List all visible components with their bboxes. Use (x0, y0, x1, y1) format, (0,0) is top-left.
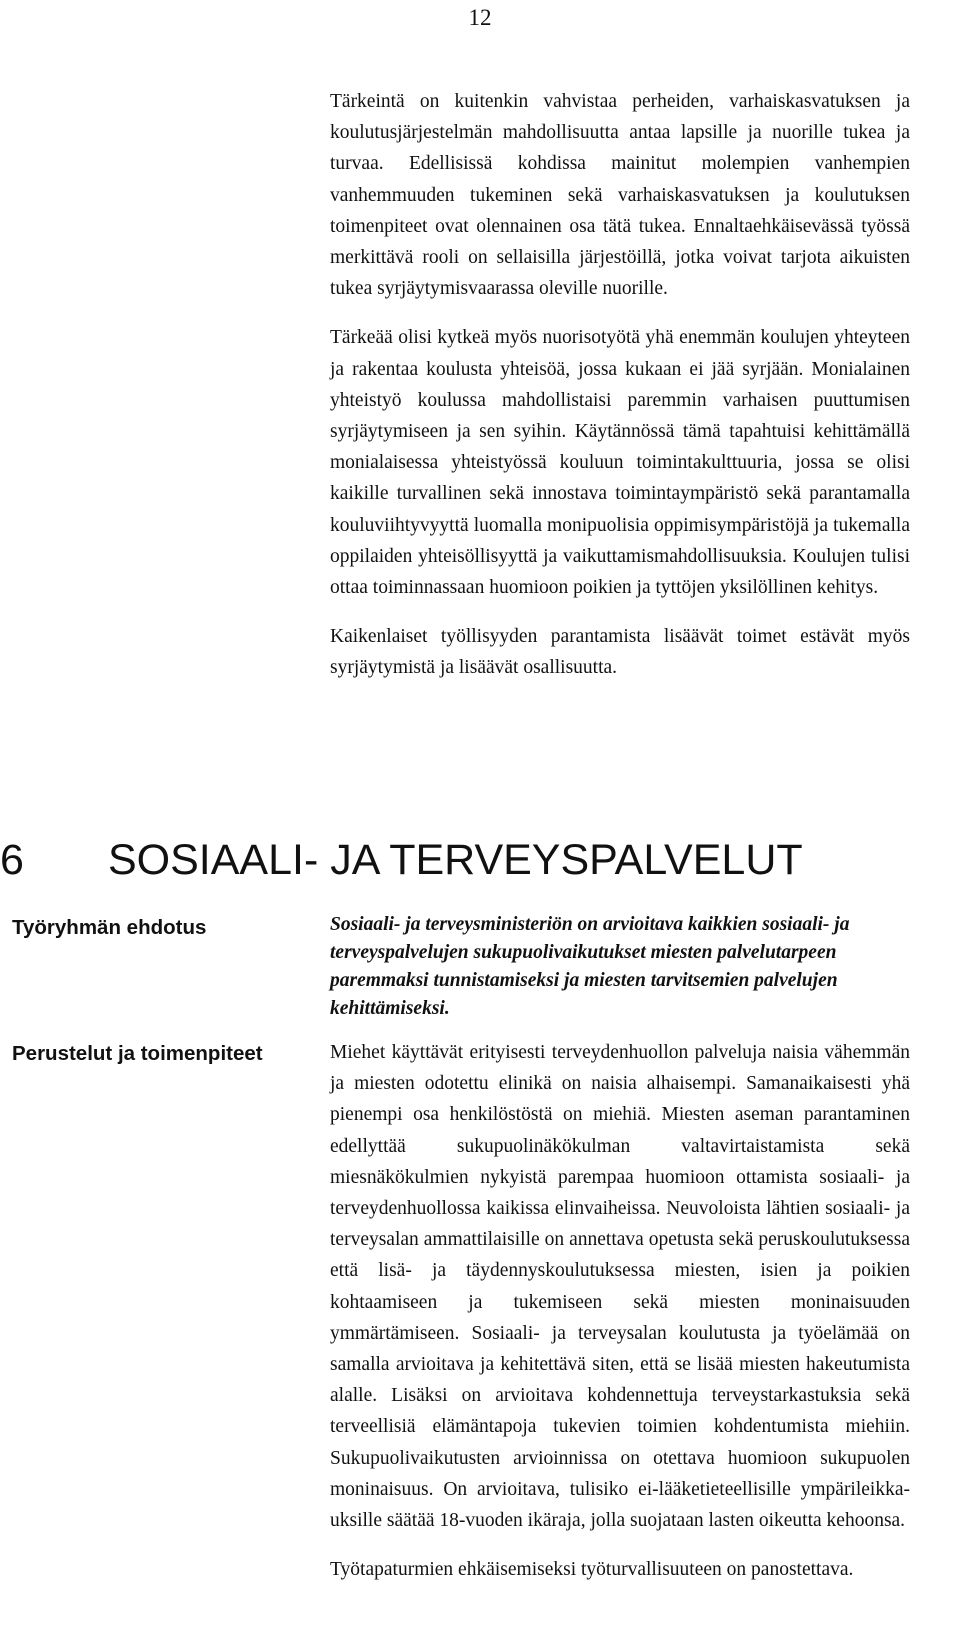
rationale-block (330, 1037, 910, 1585)
proposal-label: Työryhmän ehdotus (12, 916, 207, 939)
paragraph-support: Tärkeintä on kuitenkin vahvistaa perheiden, varhaiskasvatuksen ja koulutusjärjestelmän mahdollisuutta antaa lapsille ja nuorille tukea ja turvaa. Edellisissä kohdissa mainitut molempien vanhempien vanhemmuuden tukeminen sekä varhaiskasvatuksen ja koulutuksen toimenpiteet ovat olennainen osa tätä tukea. Ennaltaehkäisevässä työssä merkittävä rooli on sellaisilla järjestöillä, jotka voivat tarjota aikuisten tukea syrjäytymisvaarassa oleville nuorille. (330, 91, 910, 300)
rationale-paragraph-accidents: Työtapaturmien ehkäisemiseksi työturvallisuuteen on panostettava. (330, 1559, 854, 1581)
proposal-block (330, 911, 910, 1023)
paragraph-employment: Kaikenlaiset työllisyyden parantamista lisäävät toimet estävät myös syrjäytymistä ja lisäävät osallisuutta. (330, 626, 910, 679)
rationale-paragraph-men: Miehet käyttävät erityisesti terveydenhuollon palveluja naisia vähemmän ja miesten odotettu elinikä on naisia alhaisempi. Samanaikaisesti yhä pienempi osa henkilöstöstä on miehiä. Miesten aseman parantaminen edellyttää sukupuolinäkökulman valtavirtaistamista sekä miesnäkökulmien nykyistä parempaa huomioon ottamista sosiaali- ja terveydenhuollossa kaikissa elinvaiheissa. Neuvoloista lähtien sosiaali- ja terveysalan ammattilaisille on annettava opetusta sekä peruskoulutuksessa että lisä- ja täydennyskoulutuksessa miesten, isien ja poikien kohtaamiseen ja tukemiseen sekä miesten moninaisuuden ymmärtämiseen. Sosiaali- ja terveysalan koulutusta ja työelämää on samalla arvioitava ja kehitettävä siten, että se lisää miesten hakeutumista alalle. Lisäksi on arvioitava kohdennettuja terveystarkastuksia sekä terveellisiä elämäntapoja tukevien toimien kohdentumista miehiin. Sukupuolivaikutusten arvioinnissa on otettava huomioon sukupuolen moninaisuus. On arvioitava, tulisiko ei-lääketieteellisille ympärileikkauksille säätää 18-vuoden ikäraja, jolla suojataan lasten oikeutta kehoonsa. (330, 1042, 910, 1532)
section-number: 6 (0, 836, 24, 884)
section-heading (0, 835, 803, 885)
paragraph-youth-work: Tärkeää olisi kytkeä myös nuorisotyötä yhä enemmän koulujen yhteyteen ja rakentaa koulusta yhteisöä, jossa kukaan ei jää syrjään. Monialainen yhteistyö koulussa mahdollistaisi paremmin varhaisen puuttumisen syrjäytymiseen ja sen syihin. Käytännössä tämä tapahtuisi kehittämällä monialaisessa yhteistyössä kouluun toimintakulttuuria, jossa se olisi kaikille turvallinen sekä innostava toimintaympäristö sekä parantamalla kouluviihtyvyyttä luomalla monipuolisia oppimisympäristöjä ja tukemalla oppilaiden yhteisöllisyyttä ja vaikuttamismahdollisuuksia. Koulujen tulisi ottaa toiminnassaan huomioon poikien ja tyttöjen yksilöllinen kehitys. (330, 327, 910, 599)
section-title: SOSIAALI- JA TERVEYSPALVELUT (108, 836, 803, 884)
rationale-label: Perustelut ja toimenpiteet (12, 1042, 263, 1065)
proposal-text: Sosiaali- ja terveysministeriön on arvioitava kaikkien sosiaali- ja terveyspalvelujen sukupuolivaikutukset miesten palvelutarpeen paremmaksi tunnistamiseksi ja miesten tarvitsemien palvelujen kehittämiseksi. (330, 914, 850, 1019)
page-number: 12 (468, 5, 492, 30)
body-text-top (330, 86, 910, 684)
